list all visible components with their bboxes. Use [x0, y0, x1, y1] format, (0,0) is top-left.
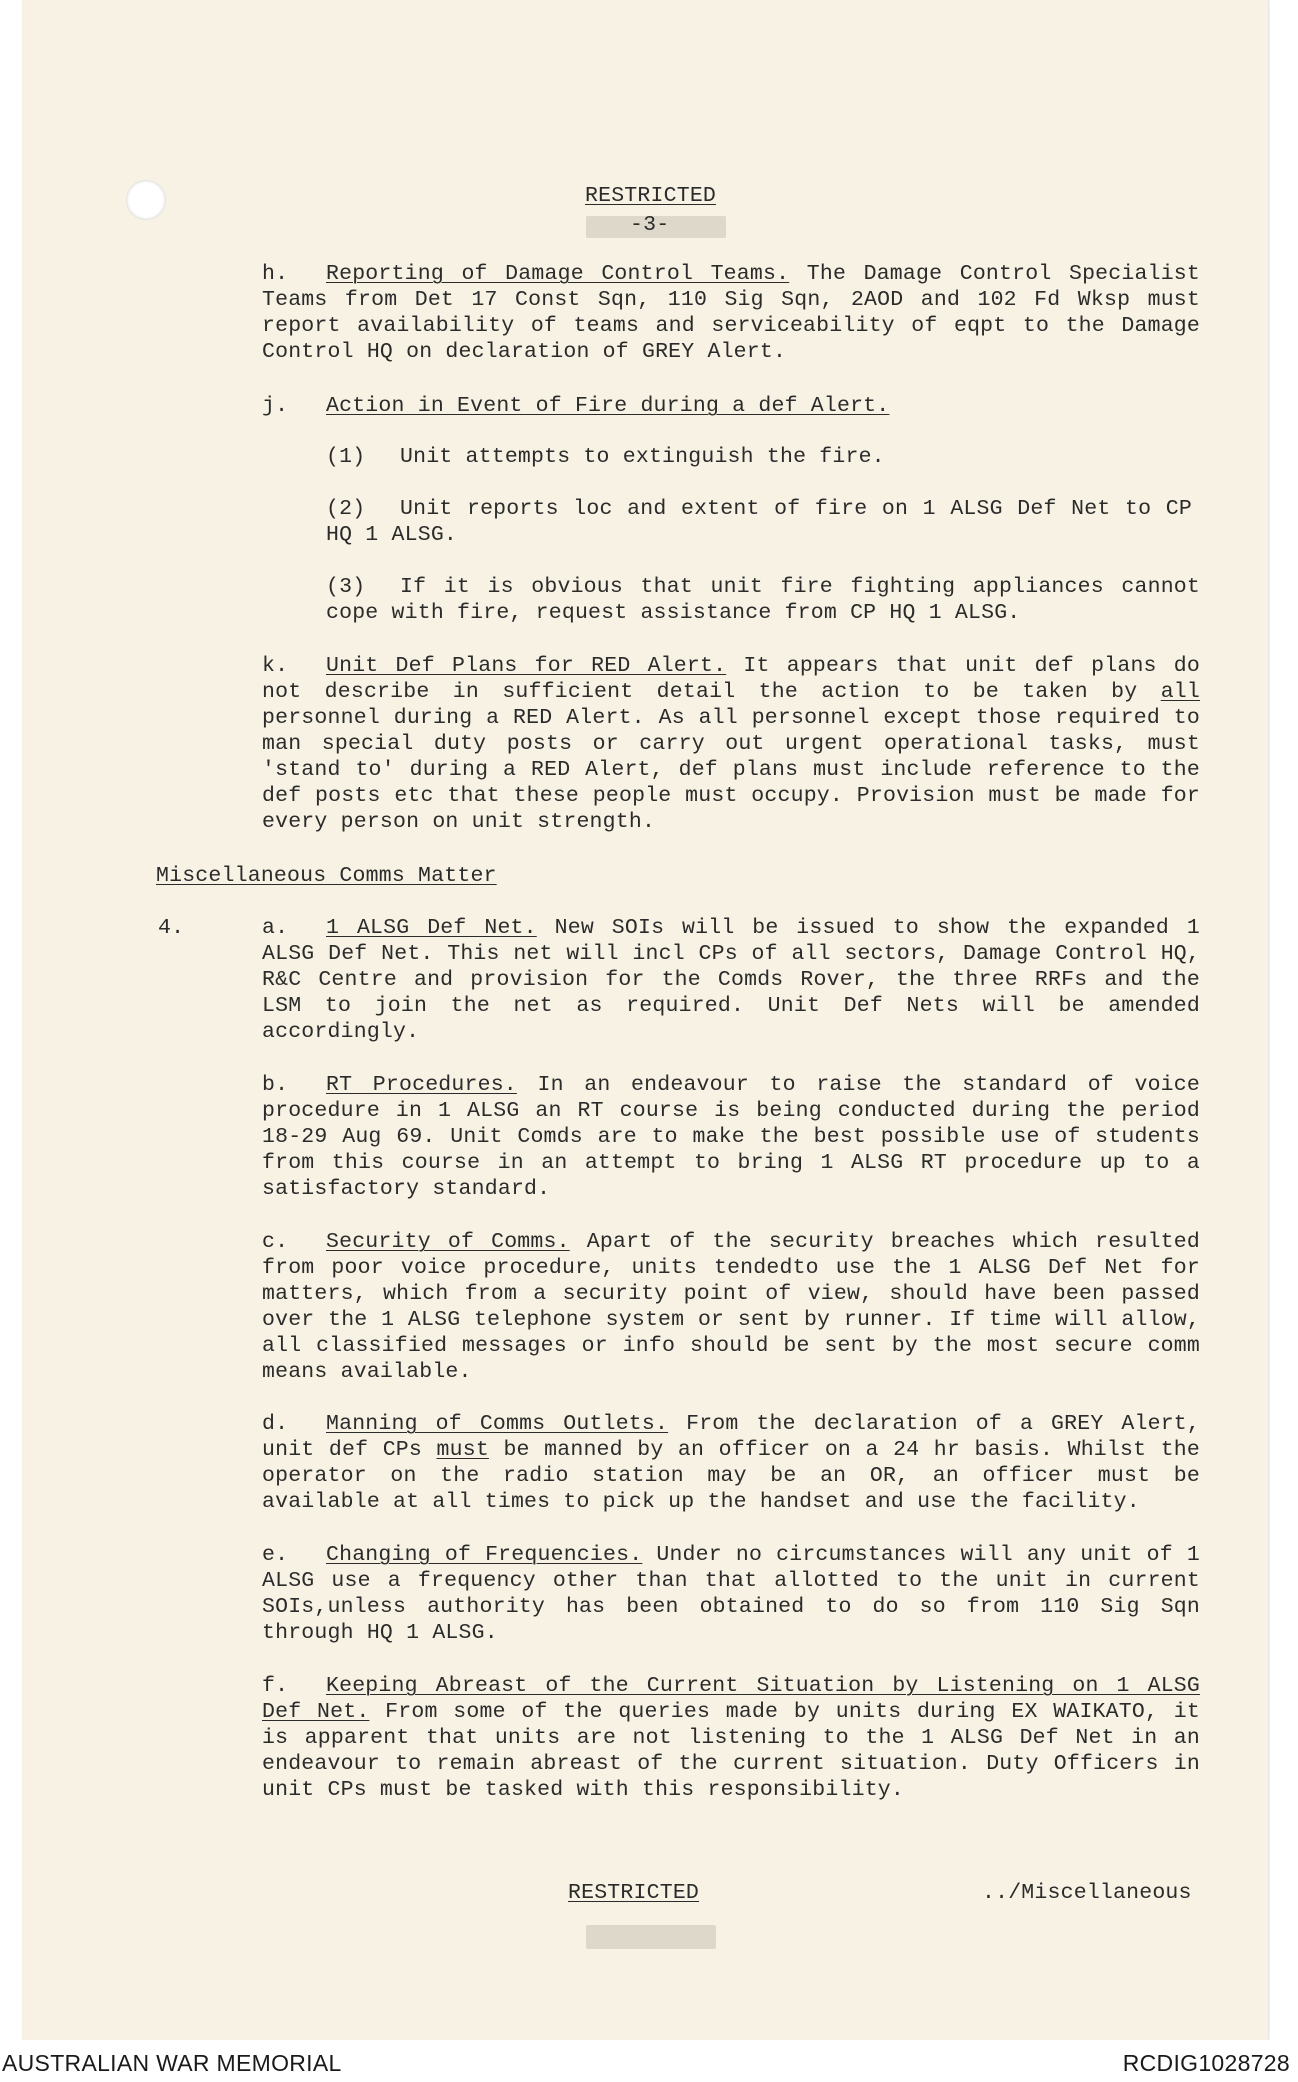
para-4f-heading: Keeping Abreast of the Current Situation by Listening on 1 ALSG Def Net. — [262, 1674, 1200, 1724]
para-k-emphasis: all — [1160, 680, 1200, 704]
para-4f-letter: f. — [262, 1674, 289, 1698]
footer-redacted-stamp — [586, 1925, 716, 1949]
punch-hole — [126, 180, 166, 220]
para-4b-text: In an endeavour to raise the standard of voice procedure in 1 ALSG an RT course is being conducted during the period 18-29 Aug 69. Unit Comds are to make the best possible use of students from this course in an attempt to bring 1 ALSG RT procedure up to a satisfactory standard. — [262, 1073, 1200, 1201]
para-4c — [262, 1229, 1200, 1385]
para-j-item-2-num: (2) — [326, 497, 366, 521]
para-4d-text-a: From the declaration of a GREY Alert, unit def CPs — [262, 1412, 1200, 1462]
para-h-letter: h. — [262, 262, 289, 286]
para-j-letter: j. — [262, 394, 289, 418]
para-4a-heading: 1 ALSG Def Net. — [326, 916, 537, 940]
para-k-letter: k. — [262, 654, 289, 678]
para-k-text-b: personnel during a RED Alert. As all personnel except those required to man special duty posts or carry out urgent operational tasks, must 'stand to' during a RED Alert, def plans must include reference to the def posts etc that these people must occupy. Provision must be made for every person on unit strength. — [262, 706, 1200, 834]
para-j-item-3-num: (3) — [326, 575, 366, 599]
para-k — [262, 653, 1200, 835]
para-4f-text: From some of the queries made by units during EX WAIKATO, it is apparent that units are not listening to the 1 ALSG Def Net in an endeavour to remain abreast of the current situation. Duty Officers in unit CPs must be tasked with this responsibility. — [262, 1700, 1200, 1802]
para-4c-text: Apart of the security breaches which resulted from poor voice procedure, units tendedto use the 1 ALSG Def Net for matters, which from a security point of view, should have been passed over the 1 ALSG telephone system or sent by runner. If time will allow, all classified messages or info should be sent by the most secure comm means available. — [262, 1230, 1200, 1384]
para-4d-letter: d. — [262, 1412, 289, 1436]
para-4c-letter: c. — [262, 1230, 289, 1254]
para-k-heading: Unit Def Plans for RED Alert. — [326, 654, 727, 678]
para-j-item-3-text: If it is obvious that unit fire fighting appliances cannot cope with fire, request assistance from CP HQ 1 ALSG. — [326, 575, 1200, 625]
para-k-text-a: It appears that unit def plans do not describe in sufficient detail the action to be taken by — [262, 654, 1201, 704]
para-j-item-1-text: Unit attempts to extinguish the fire. — [400, 445, 885, 469]
para-4f — [262, 1673, 1200, 1803]
para-h-heading: Reporting of Damage Control Teams. — [326, 262, 790, 286]
para-4b-heading: RT Procedures. — [326, 1073, 517, 1097]
para-4d — [262, 1411, 1200, 1515]
archive-id: RCDIG1028728 — [1122, 2050, 1290, 2076]
para-4c-heading: Security of Comms. — [326, 1230, 570, 1254]
para-4b — [262, 1072, 1200, 1202]
section-4-number: 4. — [158, 916, 185, 940]
para-4d-heading: Manning of Comms Outlets. — [326, 1412, 669, 1436]
document-sheet — [22, 0, 1268, 2040]
section-4-title: Miscellaneous Comms Matter — [156, 864, 497, 888]
header-classification: RESTRICTED — [585, 184, 717, 208]
para-4e-heading: Changing of Frequencies. — [326, 1543, 643, 1567]
para-4a-text: New SOIs will be issued to show the expanded 1 ALSG Def Net. This net will incl CPs of all sectors, Damage Control HQ, R&C Centre and provision for the Comds Rover, the three RRFs and the LSM to join the net as required. Unit Def Nets will be amended accordingly. — [262, 916, 1200, 1044]
para-j-item-2-text: Unit reports loc and extent of fire on 1 ALSG Def Net to CP HQ 1 ALSG. — [326, 497, 1192, 547]
para-h-text: The Damage Control Specialist Teams from Det 17 Const Sqn, 110 Sig Sqn, 2AOD and 102 Fd Wksp must report availability of teams and serviceability of eqpt to the Damage Control HQ on declaration of GREY Alert. — [262, 262, 1200, 364]
para-4d-text-b: be manned by an officer on a 24 hr basis. Whilst the operator on the radio station may be an OR, an officer must be available at all times to pick up the handset and use the facility. — [262, 1438, 1201, 1514]
para-4e — [262, 1542, 1200, 1646]
footer-classification: RESTRICTED — [568, 1881, 700, 1905]
para-h — [262, 261, 1200, 365]
continuation-note: ../Miscellaneous — [982, 1881, 1192, 1905]
para-j-item-1-num: (1) — [326, 445, 366, 469]
para-4a — [262, 915, 1200, 1045]
para-4e-text: Under no circumstances will any unit of 1 ALSG use a frequency other than that allotted to the unit in current SOIs,unless authority has been obtained to do so from 110 Sig Sqn through HQ 1 ALSG. — [262, 1543, 1201, 1645]
para-4b-letter: b. — [262, 1073, 289, 1097]
para-j-heading: Action in Event of Fire during a def Alert. — [326, 394, 890, 418]
para-4d-emphasis: must — [436, 1438, 489, 1462]
archive-label: AUSTRALIAN WAR MEMORIAL — [2, 2050, 342, 2076]
page-number: -3- — [630, 213, 670, 237]
para-4e-letter: e. — [262, 1543, 289, 1567]
para-4a-letter: a. — [262, 916, 289, 940]
